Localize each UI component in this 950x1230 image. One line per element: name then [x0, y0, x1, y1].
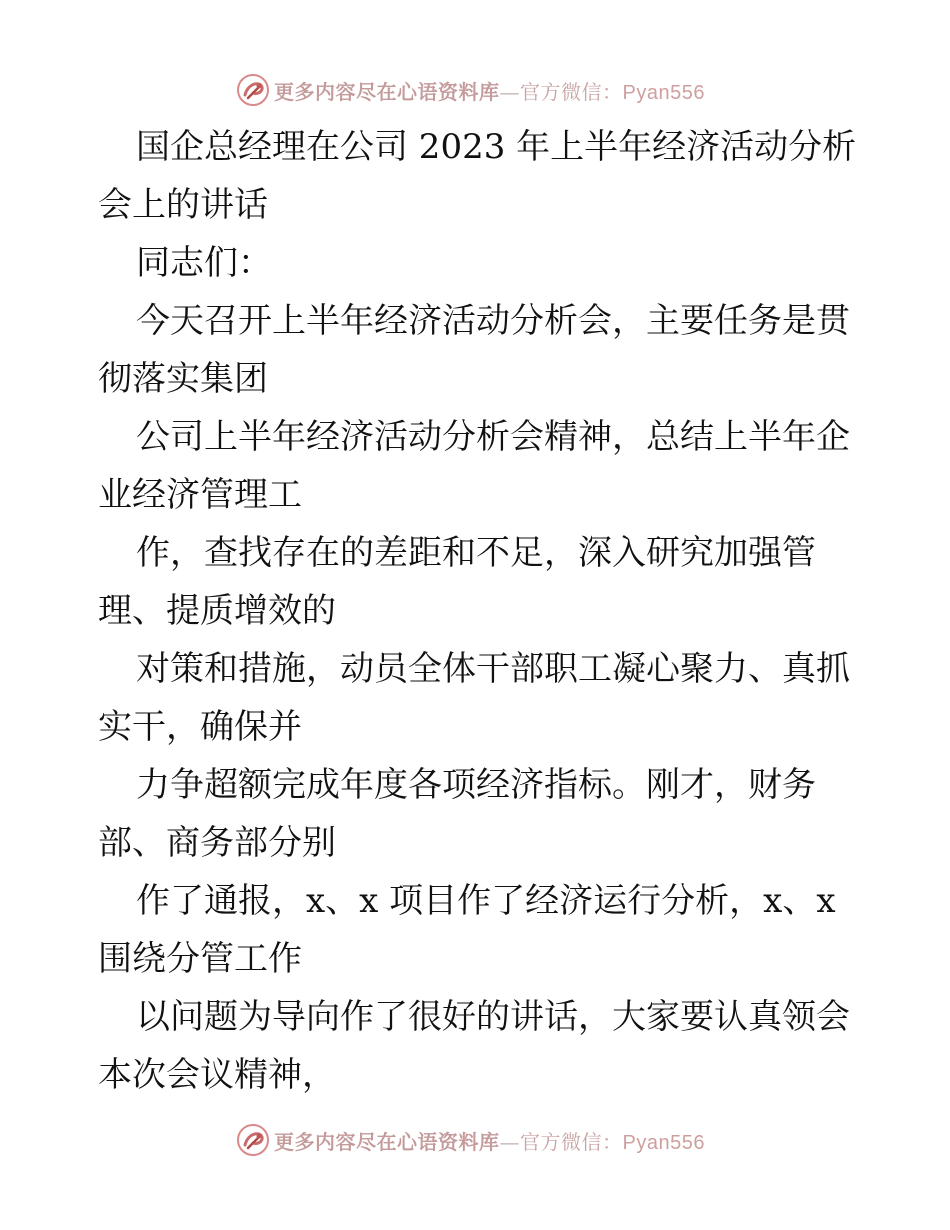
paragraph-line: 彻落实集团	[98, 359, 268, 399]
watermark-wechat-label: 官方微信：	[520, 79, 623, 104]
watermark-separator: —	[499, 79, 520, 104]
watermark-brand: 更多内容尽在心语资料库	[274, 79, 500, 104]
watermark-banner-bottom	[236, 1122, 705, 1158]
watermark-wechat-id: Pyan556	[622, 1131, 705, 1154]
watermark-brand: 更多内容尽在心语资料库	[274, 1129, 500, 1154]
paragraph-line: 以问题为导向作了很好的讲话，大家要认真领会	[136, 997, 850, 1037]
paragraph-line: 业经济管理工	[98, 475, 302, 515]
paragraph-line: 部、商务部分别	[98, 823, 336, 863]
paragraph-line: 本次会议精神，	[98, 1055, 336, 1095]
watermark-banner-top	[236, 72, 705, 108]
paragraph-line: 理、提质增效的	[98, 591, 336, 631]
red-swirl-logo-icon	[236, 1123, 270, 1157]
paragraph-line: 作，查找存在的差距和不足，深入研究加强管	[136, 533, 816, 573]
red-swirl-logo-icon	[236, 73, 270, 107]
salutation: 同志们：	[136, 243, 272, 283]
paragraph-line: 围绕分管工作	[98, 939, 302, 979]
paragraph-line: 实干，确保并	[98, 707, 302, 747]
title-line-2: 会上的讲话	[98, 185, 268, 225]
watermark-wechat-label: 官方微信：	[520, 1129, 623, 1154]
paragraph-line: 对策和措施，动员全体干部职工凝心聚力、真抓	[136, 649, 850, 689]
watermark-text	[274, 76, 705, 105]
paragraph-line: 力争超额完成年度各项经济指标。刚才，财务	[136, 765, 816, 805]
title-line-1: 国企总经理在公司 2023 年上半年经济活动分析	[136, 127, 857, 167]
speech-body	[98, 118, 858, 1104]
paragraph-line: 今天召开上半年经济活动分析会，主要任务是贯	[136, 301, 850, 341]
paragraph-line: 作了通报，x、x 项目作了经济运行分析，x、x	[136, 881, 836, 921]
paragraph-line: 公司上半年经济活动分析会精神，总结上半年企	[136, 417, 850, 457]
watermark-separator: —	[499, 1129, 520, 1154]
watermark-text	[274, 1126, 705, 1155]
watermark-wechat-id: Pyan556	[622, 81, 705, 104]
